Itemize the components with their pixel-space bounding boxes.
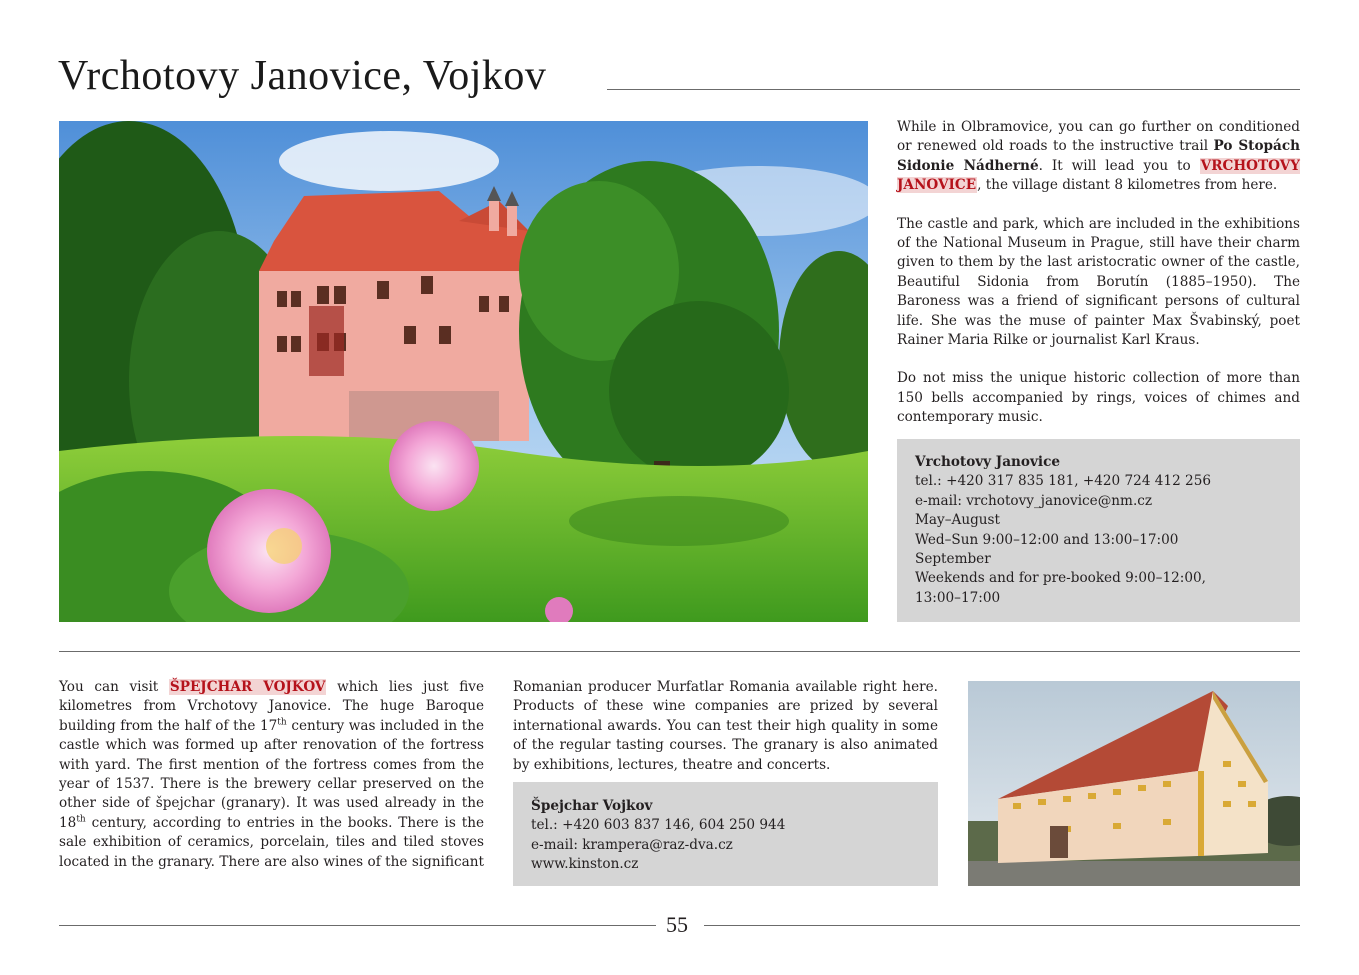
info-season: May–August [915, 512, 1000, 529]
intro-text: , the village distant 8 kilometres from here. [977, 177, 1278, 194]
ordinal-suffix: th [277, 717, 287, 728]
vojkov-text-part: century was included in the castle which was formed up after renovation of the fortress with yard. The first mention of the fortress comes from the year of 1537. There is the brewery cellar preserved on the other side of špejchar (granary). It was used already in the 18 [59, 717, 485, 831]
vojkov-text-part: century, according to entries in the books. There is the sale exhibition of ceramics, porcelain, tiles and tiled stoves located in the granary. There are also wines of the significant Romanian producer Murfatlar Romania available right here. Products of these wine companies are prized by several international awards. You can test their high quality in some of the regular tasting courses. The granary is also animated by exhibitions, lectures, theatre and concerts. [59, 679, 938, 870]
footer-rule-right [704, 925, 1300, 926]
info-email: e-mail: vrchotovy_janovice@nm.cz [915, 492, 1153, 509]
place-highlight-janovice: VRCHOTOVY JANOVICE [897, 157, 1300, 194]
info-phone: tel.: +420 317 835 181, +420 724 412 256 [915, 473, 1211, 490]
ordinal-suffix: th [76, 814, 86, 825]
intro-paragraph-1 [897, 118, 1300, 196]
info-season: September [915, 551, 991, 568]
page-title: Vrchotovy Janovice, Vojkov [58, 53, 547, 99]
intro-text: While in Olbramovice, you can go further on conditioned or renewed old roads to the instructive trail [897, 119, 1300, 155]
title-rule [607, 89, 1300, 90]
info-title: Špejchar Vojkov [531, 798, 653, 814]
info-phone: tel.: +420 603 837 146, 604 250 944 [531, 817, 786, 834]
intro-text: . It will lead you to [1038, 157, 1200, 174]
page-number: 55 [666, 912, 688, 937]
info-box-janovice [897, 439, 1300, 622]
section-divider [59, 651, 1300, 652]
intro-text-column [897, 118, 1300, 428]
trail-name: Po Stopách Sidonie Nádherné [897, 138, 1300, 174]
info-web: www.kinston.cz [531, 856, 639, 873]
intro-paragraph-3: Do not miss the unique historic collection of more than 150 bells accompanied by rings, voices of chimes and contemporary music. [897, 370, 1300, 426]
info-email: e-mail: krampera@raz-dva.cz [531, 836, 733, 853]
castle-photo [59, 121, 868, 622]
info-title: Vrchotovy Janovice [915, 454, 1060, 470]
info-hours: Weekends and for pre-booked 9:00–12:00, [915, 570, 1206, 587]
info-hours: Wed–Sun 9:00–12:00 and 13:00–17:00 [915, 531, 1179, 548]
info-box-vojkov [513, 782, 938, 886]
footer-rule-left [59, 925, 656, 926]
vojkov-text-part: You can visit [59, 679, 169, 695]
info-hours: 13:00–17:00 [915, 589, 1001, 606]
vojkov-text-part: which lies just five kilometres from Vrchotovy Janovice. The huge Baroque building from the half of the 17 [59, 679, 484, 734]
intro-paragraph-2: The castle and park, which are included in the exhibitions of the National Museum in Prague, still have their charm given to them by the last aristocratic owner of the castle, Beautiful Sidonia from Borutín (1885–1950). The Baroness was a friend of significant persons of cultural life. She was the muse of painter Max Švabinský, poet Rainer Maria Rilke or journalist Karl Kraus. [897, 215, 1300, 349]
place-highlight-vojkov: ŠPEJCHAR VOJKOV [169, 679, 326, 695]
granary-photo [968, 681, 1300, 886]
